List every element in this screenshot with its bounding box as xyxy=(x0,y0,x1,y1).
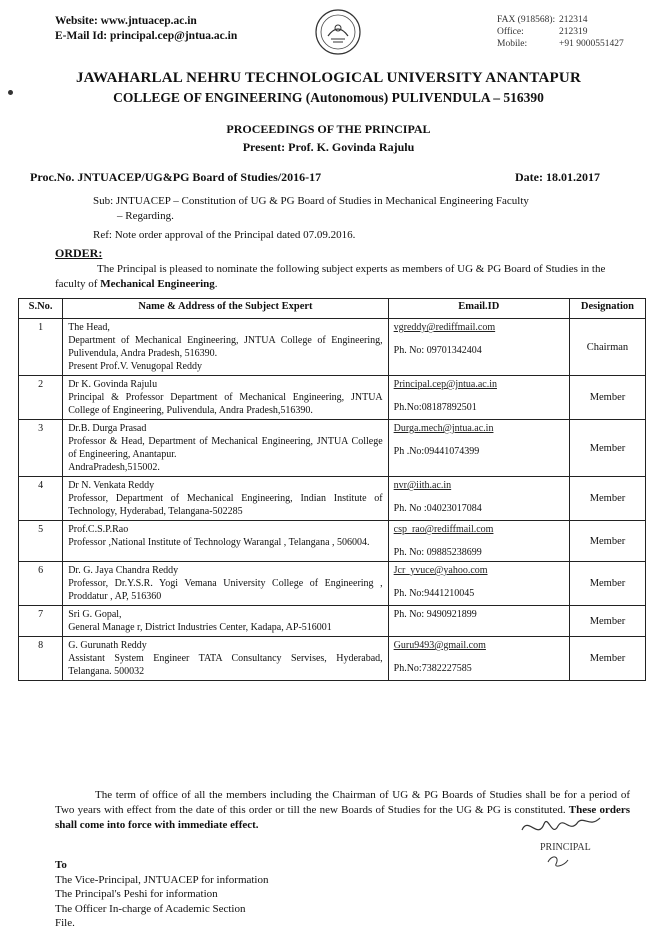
distribution-list xyxy=(55,858,269,931)
col-email: Email.ID xyxy=(388,299,569,319)
website-link[interactable]: Website: www.jntuacep.ac.in xyxy=(55,15,197,27)
subject-text: Sub: JNTUACEP – Constitution of UG & PG Board of Studies in Mechanical Engineering Faculty xyxy=(93,195,529,207)
row-email[interactable]: Jcr_yvuce@yahoo.com xyxy=(393,565,488,576)
row-email[interactable]: vgreddy@rediffmail.com xyxy=(393,322,496,333)
order-faculty: Mechanical Engineering xyxy=(100,278,215,290)
row-sno: 5 xyxy=(19,521,63,562)
email-link[interactable]: E-Mail Id: principal.cep@jntua.ac.in xyxy=(55,30,238,42)
row-designation: Member xyxy=(569,521,645,562)
row-phone: Ph. No:9441210045 xyxy=(393,588,475,599)
table-row xyxy=(19,521,646,562)
table-row xyxy=(19,477,646,521)
contact-value: 212314 xyxy=(559,15,588,25)
order-heading: ORDER: xyxy=(55,246,103,260)
row-designation: Member xyxy=(569,477,645,521)
row-contact xyxy=(388,477,569,521)
row-designation: Member xyxy=(569,420,645,477)
to-item: The Officer In-charge of Academic Section xyxy=(55,902,246,915)
row-phone: Ph.No:08187892501 xyxy=(393,402,477,413)
row-name-address: Dr.B. Durga Prasad Professor & Head, Department of Mechanical Engineering, JNTUA College of Engineering, Anantapur. AndraPradesh,515002. xyxy=(63,420,388,477)
reference-line: Ref: Note order approval of the Principal dated 07.09.2016. xyxy=(93,229,356,241)
row-name-address: The Head, Department of Mechanical Engineering, JNTUA College of Engineering, Pulivendula, Andra Pradesh, 516390. Present Prof.V. Venugopal Reddy xyxy=(63,319,388,376)
contact-row xyxy=(497,14,624,26)
col-designation: Designation xyxy=(569,299,645,319)
row-designation: Member xyxy=(569,562,645,606)
contact-row xyxy=(497,26,624,38)
row-email[interactable]: nvr@iith.ac.in xyxy=(393,480,452,491)
header-contact xyxy=(55,14,237,44)
to-item: File. xyxy=(55,917,75,929)
row-contact xyxy=(388,376,569,420)
to-item: The Principal's Peshi for information xyxy=(55,888,218,900)
row-designation: Member xyxy=(569,606,645,637)
row-phone: Ph. No: 09701342404 xyxy=(393,345,482,356)
proc-number: Proc.No. JNTUACEP/UG&PG Board of Studies/2016-17 xyxy=(30,170,322,184)
table-row xyxy=(19,420,646,477)
term-effect: These orders shall come into force with immediate effect. xyxy=(55,804,630,831)
university-seal-icon xyxy=(314,8,362,56)
university-name: JAWAHARLAL NEHRU TECHNOLOGICAL UNIVERSITY ANANTAPUR xyxy=(75,70,581,86)
experts-table xyxy=(18,298,646,681)
row-contact xyxy=(388,606,569,637)
row-designation: Chairman xyxy=(569,319,645,376)
row-name-address: G. Gurunath Reddy Assistant System Engineer TATA Consultancy Servises, Hyderabad, Telangana. 500032 xyxy=(63,637,388,681)
row-sno: 1 xyxy=(19,319,63,376)
table-header-row xyxy=(19,299,646,319)
row-contact xyxy=(388,420,569,477)
row-email[interactable]: Guru9493@gmail.com xyxy=(393,640,486,651)
contact-row xyxy=(497,38,624,50)
row-phone: Ph.No:7382227585 xyxy=(393,663,472,674)
header-phone-block xyxy=(497,14,624,50)
order-end: . xyxy=(214,278,218,290)
col-name: Name & Address of the Subject Expert xyxy=(63,299,388,319)
row-phone: Ph .No:09441074399 xyxy=(393,446,480,457)
to-item: The Vice-Principal, JNTUACEP for information xyxy=(55,873,269,886)
proceedings-heading: PROCEEDINGS OF THE PRINCIPAL xyxy=(226,122,431,136)
contact-value: 212319 xyxy=(559,27,588,37)
contact-label: FAX (918568): xyxy=(497,15,556,25)
order-date: Date: 18.01.2017 xyxy=(515,170,600,184)
order-paragraph xyxy=(55,262,620,292)
subject-line xyxy=(93,194,613,224)
table-row xyxy=(19,606,646,637)
row-contact xyxy=(388,521,569,562)
table-row xyxy=(19,376,646,420)
row-contact xyxy=(388,637,569,681)
table-row xyxy=(19,637,646,681)
contact-label: Office: xyxy=(497,27,524,37)
row-sno: 2 xyxy=(19,376,63,420)
table-row xyxy=(19,562,646,606)
row-email[interactable]: Durga.mech@jntua.ac.in xyxy=(393,423,494,434)
term-text: The term of office of all the members including the Chairman of UG & PG Boards of Studies shall be for a period of Two years with effect from the date of this order or till the new Boards of Studies for the UG & PG is constituted. xyxy=(55,789,630,816)
contact-label: Mobile: xyxy=(497,39,528,49)
row-name-address: Prof.C.S.P.Rao Professor ,National Institute of Technology Warangal , Telangana , 506004. xyxy=(63,521,388,562)
to-heading: To xyxy=(55,859,67,871)
row-name-address: Dr K. Govinda Rajulu Principal & Professor Department of Mechanical Engineering, JNTUA College of Engineering, Pulivendula, Andra Pradesh,516390. xyxy=(63,376,388,420)
present-line: Present: Prof. K. Govinda Rajulu xyxy=(242,140,415,154)
row-sno: 4 xyxy=(19,477,63,521)
col-sno: S.No. xyxy=(19,299,63,319)
table-row xyxy=(19,319,646,376)
row-sno: 6 xyxy=(19,562,63,606)
row-sno: 3 xyxy=(19,420,63,477)
row-name-address: Sri G. Gopal, General Manage r, District Industries Center, Kadapa, AP-516001 xyxy=(63,606,388,637)
row-email[interactable]: Principal.cep@jntua.ac.in xyxy=(393,379,497,390)
row-contact xyxy=(388,562,569,606)
row-sno: 7 xyxy=(19,606,63,637)
row-sno: 8 xyxy=(19,637,63,681)
row-designation: Member xyxy=(569,637,645,681)
college-name: COLLEGE OF ENGINEERING (Autonomous) PULIVENDULA – 516390 xyxy=(113,90,544,105)
row-designation: Member xyxy=(569,376,645,420)
row-name-address: Dr. G. Jaya Chandra Reddy Professor, Dr.Y.S.R. Yogi Vemana University College of Engineering , Proddatur , AP, 516360 xyxy=(63,562,388,606)
principal-label: PRINCIPAL xyxy=(540,842,591,853)
row-contact xyxy=(388,319,569,376)
row-phone: Ph. No :04023017084 xyxy=(393,503,482,514)
subject-regarding: – Regarding. xyxy=(117,210,174,222)
contact-value: +91 9000551427 xyxy=(559,39,624,49)
row-name-address: Dr N. Venkata Reddy Professor, Department of Mechanical Engineering, Indian Institute of Technology, Hyderabad, Telangana-502285 xyxy=(63,477,388,521)
row-email[interactable]: csp_rao@rediffmail.com xyxy=(393,524,494,535)
row-phone: Ph. No: 09885238699 xyxy=(393,547,482,558)
row-phone: Ph. No: 9490921899 xyxy=(393,609,477,620)
order-text: The Principal is pleased to nominate the following subject experts as members of UG & PG Board of Studies in the faculty of xyxy=(55,263,606,290)
